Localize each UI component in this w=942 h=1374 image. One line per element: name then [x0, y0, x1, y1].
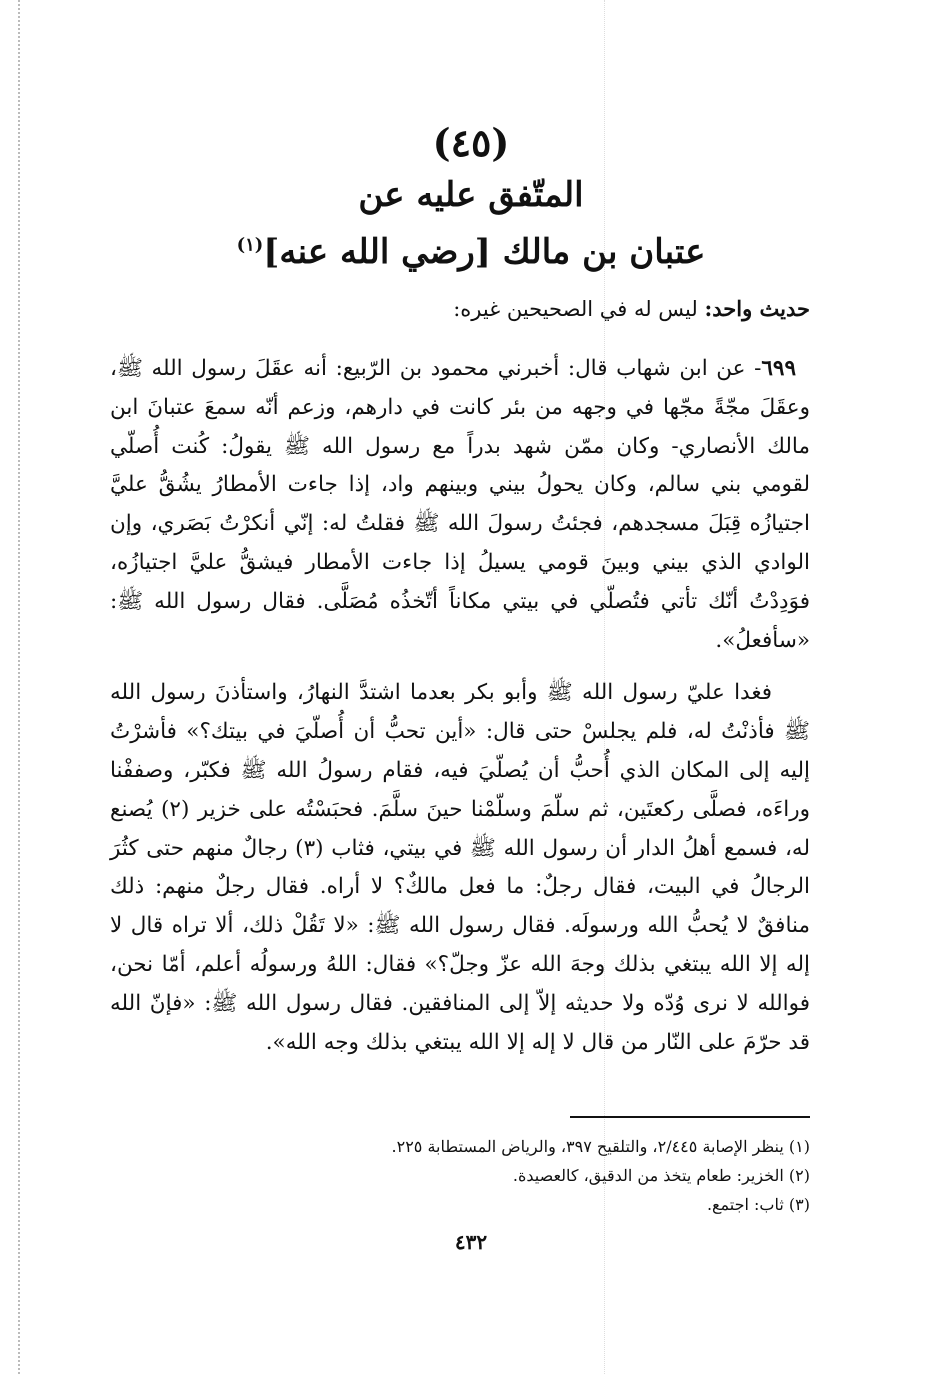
chapter-title-text: عتبان بن مالك [رضي الله عنه]: [263, 232, 706, 272]
footnote-separator: [570, 1116, 810, 1118]
hadith-body: [110, 350, 810, 1062]
hadith-number: ٦٩٩: [761, 356, 796, 381]
page-number: ٤٣٢: [454, 1230, 488, 1254]
footnote-1: (١) ينظر الإصابة ٢/٤٤٥، والتلقيح ٣٩٧، والرياض المستطابة ٢٢٥.: [391, 1137, 810, 1156]
chapter-title-line2: [0, 232, 942, 272]
footnote-3: (٣) ثاب: اجتمع.: [706, 1195, 810, 1214]
hadith-paragraph-1: [110, 350, 810, 660]
subhead-text: ليس له في الصحيحين غيره:: [453, 297, 698, 321]
chapter-number: (٤٥): [432, 120, 510, 165]
subhead-label: حديث واحد:: [704, 296, 810, 321]
hadith-paragraph-1-text: - عن ابن شهاب قال: أخبرني محمود بن الرّبيع: أنه عقَلَ رسول الله ﷺ، وعقَلَ مجّةً مجّها في وجهه من بئر كانت في دارهم، وزعم أنّه سمعَ عتبانَ ابن مالك الأنصاري- وكان ممّن شهد بدراً مع رسول الله ﷺ يقولُ: كُنت أُصلّي لقومي بني سالم، وكان يحولُ بيني وبينهم واد، إذا جاءت الأمطارُ يشُقُّ عليَّ اجتيازُه قِبَلَ مسجدهم، فجئتُ رسولَ الله ﷺ فقلتُ له: إنّي أنكرْتُ بَصَري، وإن الوادي الذي بيني وبينَ قومي يسيلُ إذا جاءت الأمطار فيشقُّ عليَّ اجتيازُه، فوَدِدْتُ أنّك تأتي فتُصلّي في بيتي مكاناً أتّخذُه مُصَلَّى. فقال رسول الله ﷺ: «سأفعلُ».: [110, 356, 810, 653]
hadith-count-subhead: [110, 296, 810, 321]
footnotes: [110, 1132, 810, 1219]
footnote-2: (٢) الخزير: طعام يتخذ من الدقيق، كالعصيدة.: [512, 1166, 810, 1185]
chapter-title-line1: المتّفق عليه عن: [358, 175, 584, 215]
chapter-title-footnote-ref: (١): [236, 234, 264, 256]
hadith-paragraph-2: فغدا عليّ رسول الله ﷺ وأبو بكر بعدما اشتدَّ النهارُ، واستأذنَ رسول الله ﷺ فأذنْتُ له، فلم يجلسْ حتى قال: «أين تحبُّ أن أُصلّيَ في بيتك؟» فأشرْتُ إليه إلى المكان الذي أُحبُّ أن يُصلّيَ فيه، فقام رسولُ الله ﷺ فكبّر، وصففْنا وراءَه، فصلَّى ركعتَين، ثم سلّمَ وسلّمْنا حينَ سلَّمَ. فحبَسْتُه على خزير (٢) يُصنع له، فسمع أهلُ الدار أن رسول الله ﷺ في بيتي، فثاب (٣) رجالٌ منهم حتى كثُرَ الرجالُ في البيت، فقال رجلٌ: ما فعل مالكٌ؟ لا أراه. فقال رجلٌ منهم: ذلك منافقٌ لا يُحبُّ الله ورسولَه. فقال رسول الله ﷺ: «لا تَقُلْ ذلك، ألا تراه قال لا إله إلا الله يبتغي بذلك وجهَ الله عزّ وجلّ؟» فقال: اللهُ ورسولُه أعلم، أمّا نحن، فوالله لا نرى وُدّه ولا حديثه إلاّ إلى المنافقين. فقال رسول الله ﷺ: «فإنّ الله قد حرّمَ على النّار من قال لا إله إلا الله يبتغي بذلك وجه الله».: [110, 680, 811, 1055]
